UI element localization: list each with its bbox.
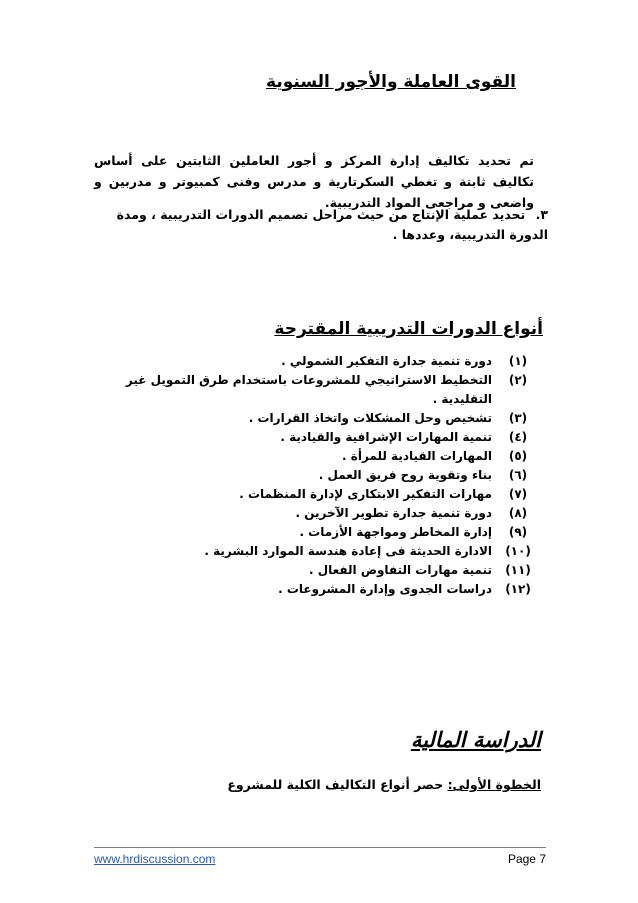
course-item: [104, 428, 544, 447]
course-text: مهارات التفكير الابتكارى لإدارة المنظمات .: [239, 487, 492, 501]
course-item: [104, 352, 544, 371]
course-number: (٦): [508, 468, 528, 482]
courses-list: [104, 352, 544, 599]
course-text: دورة تنمية جدارة تطوير الآخرين .: [295, 506, 492, 520]
course-number: (٨): [508, 506, 528, 520]
section-title-financial: الدراسة المالية: [410, 728, 541, 752]
course-number: (١١): [505, 563, 531, 577]
course-text: تنمية المهارات الإشرافية والقيادية .: [280, 430, 492, 444]
course-text: التخطيط الاستراتيجي للمشروعات باستخدام طرق التمويل غير التقليدية .: [125, 373, 492, 406]
course-text: دورة تنمية جدارة التفكير الشمولي .: [281, 354, 492, 368]
course-item: [104, 371, 544, 409]
course-text: الادارة الحديثة فى إعادة هندسة الموارد البشرية .: [204, 544, 492, 558]
workforce-paragraph: تم تحديد تكاليف إدارة المركز و أجور العاملين الثابتين على أساس تكاليف ثابتة و تغطي السكرتارية و مدرس وفنى كمبيوتر و مدربين و واضعى و مراجعى المواد التدريبية.: [94, 153, 534, 210]
course-text: المهارات القيادية للمرأة .: [342, 449, 492, 463]
footer-website-link[interactable]: www.hrdiscussion.com: [94, 852, 216, 866]
course-number: (٣): [508, 411, 528, 425]
step-one: [227, 777, 541, 792]
course-number: (١٠): [505, 544, 531, 558]
course-number: (١٢): [505, 582, 531, 596]
numbered-item-3: [108, 205, 548, 245]
course-text: دراسات الجدوى وإدارة المشروعات .: [278, 582, 492, 596]
course-text: تشخيص وحل المشكلات واتخاذ القرارات .: [248, 411, 492, 425]
course-item: [104, 542, 544, 561]
course-text: إدارة المخاطر ومواجهة الأزمات .: [299, 525, 492, 539]
course-number: (٥): [508, 449, 528, 463]
section-title-workforce: القوى العاملة والأجور السنوية: [266, 72, 516, 92]
course-item: [104, 523, 544, 542]
course-item: [104, 466, 544, 485]
course-item: [104, 447, 544, 466]
course-number: (١): [508, 354, 528, 368]
course-number: (٩): [508, 525, 528, 539]
step-label: الخطوة الأولى:: [447, 777, 541, 792]
step-text: حصر أنواع التكاليف الكلية للمشروع: [227, 777, 448, 792]
course-item: [104, 485, 544, 504]
course-number: (٢): [508, 373, 528, 387]
course-item: [104, 409, 544, 428]
item-number: ٣.: [535, 207, 548, 222]
course-item: [104, 561, 544, 580]
page-number: Page 7: [507, 852, 546, 866]
course-item: [104, 504, 544, 523]
course-text: تنمية مهارات التفاوض الفعال .: [308, 563, 492, 577]
course-number: (٤): [508, 430, 528, 444]
item-text: تحديد عملية الإنتاج من حيث مراحل تصميم الدورات التدريبية ، ومدة الدورة التدريبية، وعددها .: [116, 207, 548, 242]
course-item: [104, 580, 544, 599]
section-title-courses: أنواع الدورات التدريبية المقترحة: [274, 319, 543, 339]
footer-divider: [94, 847, 546, 848]
course-text: بناء وتقوية روح فريق العمل .: [318, 468, 492, 482]
course-number: (٧): [508, 487, 528, 501]
